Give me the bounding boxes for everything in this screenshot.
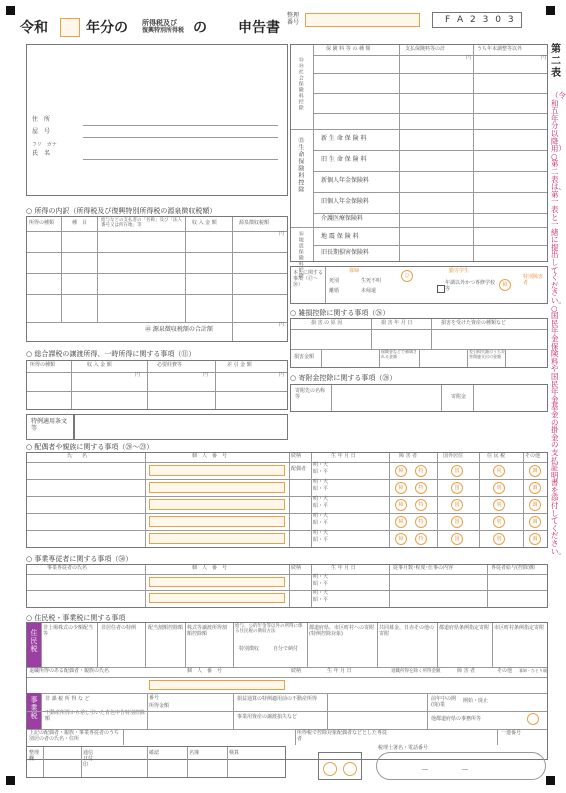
quake-item: 地 震 保 険 料 (321, 233, 359, 240)
title-small-top: 所得税及び (142, 19, 177, 27)
business-spouse-table (26, 564, 548, 608)
bs-col-salary: 専従者給与(控除)額 (491, 565, 535, 571)
donation-table (290, 384, 548, 412)
bs-col-rel: 続柄 (291, 565, 302, 571)
opt-mikikan: 未帰還 (361, 288, 377, 294)
quake-insurance-label: ⑯地震保険料控除 (297, 231, 304, 279)
biz-row-1: 非 課 税 所 得 な ど (45, 696, 90, 702)
era-label: 昭・平 (313, 503, 329, 509)
registration-mark (546, 6, 555, 15)
resident-mark[interactable]: 別 (493, 482, 505, 494)
donation-title: ○ 寄附金控除に関する事項（㉘） (290, 374, 397, 382)
address-label: 住 所 (32, 116, 51, 123)
yen-unit: 円 (279, 322, 285, 328)
stamp-circle (323, 762, 337, 776)
disabled-mark[interactable]: 障 (395, 533, 407, 545)
bottom-box-label: 整理欄 (29, 750, 40, 762)
opt-rikon: 離婚 (329, 288, 340, 294)
other-mark[interactable]: 調 (529, 533, 541, 545)
resident-tax-table (26, 622, 548, 760)
checkbox-label: 年調以外かつ専修学校等 (445, 280, 496, 292)
side-note-text: （令和五年分以降用）○第二表は、第一表と一緒に提出してください。○国民年金保険料や国民年金基金の掛金の支払証明書を添付してください。 (551, 91, 566, 556)
overseas-mark[interactable]: 国 (451, 499, 463, 511)
casualty-col-asset: 損害を受けた資産の種類など (441, 320, 507, 326)
special-disabled-mark[interactable]: 特 (415, 516, 427, 528)
spouse-col-dob: 生 年 月 日 (331, 453, 356, 459)
insurance-comp-label: 保険金などで補塡される金額 (381, 349, 417, 359)
special-provision-box (26, 414, 74, 440)
era-label: 明・大 (313, 462, 329, 468)
disaster-label: 差引損失額のうち災害関連支出の金額 (469, 349, 505, 359)
form-code: F A 2 3 0 3 (445, 15, 516, 25)
rt-col-8: 都道府県条例指定寄附 (439, 625, 490, 631)
special-disabled-mark[interactable]: 特 (415, 533, 427, 545)
business-tag-label: 事業税 (30, 696, 39, 720)
withholding-total-label: ㊽ 源泉徴収税額の合計額 (145, 326, 213, 333)
spouse-col-name: 氏 名 (67, 453, 88, 459)
income-col-withholding: 源泉徴収税額 (239, 220, 270, 226)
biz-row-4: 事業用資産の譲渡損失など (237, 714, 298, 720)
loss-amount-label: 損害金額 (294, 354, 315, 360)
gains-col-expense: 必要経費等 (157, 362, 183, 368)
disabled-mark[interactable]: 障 (499, 279, 511, 291)
resident-tax-tag (27, 623, 41, 667)
spouse-table (26, 452, 548, 548)
rt-sub-rel: 続柄 (291, 668, 302, 674)
rt-col-5: 給与、公的年金等以外の所得に係る住民税の徴収方法 (235, 624, 303, 635)
furigana-label: フリ ガナ (32, 142, 57, 148)
spouse-col-overseas: 国外居住 (443, 453, 464, 459)
open-close[interactable]: 開始・廃止 (463, 698, 489, 704)
special-disabled-mark[interactable]: 特 (415, 465, 427, 477)
life-item: 介護医療保険料 (321, 215, 364, 222)
checkbox[interactable] (437, 285, 445, 293)
era-label: 昭・平 (313, 537, 329, 543)
spouse-col-disabled: 障 害 者 (399, 453, 418, 459)
era-label: 明・大 (313, 513, 329, 519)
income-detail-table (26, 216, 288, 342)
collect-special[interactable]: 特別徴収 (239, 646, 260, 652)
id-number-input[interactable] (149, 482, 285, 493)
bottom-box-label: 名簿 (189, 750, 200, 756)
biz-sub-no: 番号 (149, 695, 160, 701)
era-label: 明・大 (313, 496, 329, 502)
bottom-admin-boxes (26, 746, 286, 778)
side-title: 第二表 (551, 44, 561, 79)
year-input[interactable] (60, 18, 80, 37)
rt-col-2: 非居住者の特例 (101, 625, 137, 631)
biz-row-5: 前年中の開(廃)業 (431, 696, 457, 708)
life-insurance-label: ⑮生命保険料控除 (296, 137, 304, 193)
other-mark[interactable]: 調 (529, 465, 541, 477)
ins-col-total: 支払保険料等の計 (405, 46, 446, 52)
rt-col-4: 株式等譲渡所得割額控除額 (187, 625, 228, 637)
capital-gains-table (26, 360, 288, 410)
seiri-label: 整理番号 (287, 12, 300, 26)
casualty-title: ○ 雑損控除に関する事項（㉖） (290, 309, 390, 317)
registration-mark (6, 776, 15, 785)
widow-label: 寡婦 (349, 268, 360, 274)
stamp-box (318, 752, 362, 780)
resident-mark[interactable]: 別 (493, 499, 505, 511)
income-col-revenue: 収 入 金 額 (192, 220, 217, 226)
title-mid: 年分の (86, 20, 128, 36)
gains-col-net: 差 引 金 額 (227, 362, 252, 368)
phone-dashes: － － (421, 765, 469, 774)
yen-unit: 円 (541, 55, 547, 61)
income-col-payer: 給与などの支払者の「名称」及び「法人番号又は所在地」等 (101, 218, 182, 229)
special-provision-input[interactable] (74, 414, 288, 440)
special-disabled-mark[interactable]: 特 (415, 499, 427, 511)
casualty-col-cause: 損 害 の 原 因 (311, 320, 343, 326)
title-prefix: 令和 (20, 20, 48, 36)
id-number-input[interactable] (149, 577, 285, 587)
donation-amount-label: 寄附金 (451, 394, 467, 400)
id-number-input[interactable] (149, 465, 285, 476)
other-mark[interactable]: 調 (529, 499, 541, 511)
bottom-box-label: 検算 (229, 750, 240, 756)
tax-accountant-input[interactable] (376, 752, 546, 780)
rt-sub-id: 個 人 番 号 (187, 668, 223, 674)
office-mark[interactable] (527, 713, 539, 725)
era-label: 昭・平 (313, 469, 329, 475)
rt-sub-income: 退職所得を除く所得金額 (391, 669, 441, 674)
quake-item: 旧長期損害保険料 (321, 249, 370, 256)
bs-col-name: 事業専従者の氏名 (47, 565, 88, 571)
title-suffix: 申告書 (238, 20, 280, 36)
gains-col-type: 所得の種類 (30, 362, 56, 368)
life-item: 旧個人年金保険料 (321, 198, 370, 205)
income-col-item: 種 目 (72, 220, 88, 226)
personal-info-box (26, 44, 288, 196)
working-student-label: 勤労学生 (449, 268, 470, 274)
yen-unit: 円 (135, 372, 141, 378)
social-insurance-label: ⑬⑭社会保険料控除 (297, 57, 304, 111)
rt-sub-other: その他 (497, 668, 513, 674)
registration-mark (6, 6, 15, 15)
era-label: 明・大 (313, 530, 329, 536)
name-label: 氏 名 (32, 150, 51, 157)
bottom-box-label: 確認 (149, 750, 160, 756)
ins-col-outside: うち年末調整等以外 (477, 46, 523, 52)
biz-row-3: 損益通算の特例適用前の不動産所得 (237, 696, 318, 702)
life-item: 新個人年金保険料 (321, 177, 370, 184)
disabled-mark[interactable]: 障 (395, 499, 407, 511)
casualty-table (290, 318, 548, 368)
spouse-rel-label: 配偶者 (291, 466, 307, 472)
bottom-box-label: 通信日付印 (83, 750, 94, 768)
rt-col-7: 共同募金、日赤その他の寄附 (379, 625, 435, 637)
stamp-circle (343, 762, 357, 776)
disabled-mark[interactable]: 障 (395, 516, 407, 528)
self-matters-box (290, 266, 548, 304)
yen-unit: 円 (203, 372, 209, 378)
id-number-input[interactable] (149, 533, 285, 544)
biz-sub-income: 所得金額 (149, 703, 170, 709)
other-mark[interactable]: 調 (529, 516, 541, 528)
biz-row-2: 不動産所得から差し引いた青色申告特別控除額 (45, 710, 146, 722)
era-label: 明・大 (313, 479, 329, 485)
title-no: の (193, 20, 207, 36)
rt-col-6: 都道府県、市区町村への寄附(特例控除対象) (309, 625, 375, 637)
rt-sub-dob: 生 年 月 日 (327, 668, 352, 674)
registration-mark (546, 776, 555, 785)
resident-mark[interactable]: 別 (493, 533, 505, 545)
business-spouse-title: ○ 事業専従者に関する事項（㊿） (26, 555, 133, 563)
footer-mid: 所得税で控除対象配偶者などとした専従者 (297, 730, 388, 742)
ins-col-type: 保 険 料 等 の 種 類 (326, 46, 371, 52)
footer-left: 上記の配偶者・親族・事業専従者のうち別居の者の氏名・住所 (29, 730, 120, 742)
tax-accountant-label: 税理士署名・電話番号 (378, 745, 429, 751)
special-disabled-label: 特別障害者 (523, 274, 544, 286)
overseas-mark[interactable]: 国 (451, 533, 463, 545)
address-name-input[interactable] (83, 115, 278, 161)
resident-tax-title: ○ 住民税・事業税に関する事項 (26, 614, 126, 622)
spouse-col-rel: 続柄 (291, 453, 302, 459)
era-label: 昭・平 (313, 486, 329, 492)
special-provision-label: 特例適用条文等 (31, 418, 68, 432)
retire-relative-label: 退職所得のある配偶者・親族の氏名 (29, 668, 110, 674)
biz-row-6: 他都道府県の事務所等 (431, 716, 482, 722)
seiri-number-input[interactable] (305, 13, 420, 27)
income-detail-title: ○ 所得の内訳（所得税及び復興特別所得税の源泉徴収税額） (26, 207, 217, 215)
disabled-mark[interactable]: 障 (395, 465, 407, 477)
disabled-mark[interactable]: 障 (395, 482, 407, 494)
rt-col-1: 非上場株式の少額配当等 (43, 625, 94, 637)
era-label: 明・大 (313, 590, 329, 596)
id-number-input[interactable] (149, 593, 285, 603)
era-label: 昭・平 (313, 581, 329, 587)
rt-col-3: 配当割額控除額 (148, 625, 184, 631)
life-item: 旧 生 命 保 険 料 (321, 156, 367, 163)
era-label: 明・大 (313, 574, 329, 580)
bs-col-work: 従事月数･程度･仕事の内容 (393, 565, 454, 571)
id-number-input[interactable] (149, 680, 285, 690)
life-item: 新 生 命 保 険 料 (321, 135, 367, 142)
spouse-col-other: その他 (525, 453, 541, 459)
title-small-bottom: 復興特別所得税 (142, 27, 185, 34)
bs-col-id: 個 人 番 号 (192, 565, 228, 571)
overseas-mark[interactable]: 国 (451, 482, 463, 494)
opt-shibetsu: 死別 (329, 278, 340, 284)
bs-col-dob: 生 年 月 日 (331, 565, 356, 571)
form-code-box (432, 12, 522, 28)
id-number-input[interactable] (149, 499, 285, 510)
overseas-mark[interactable]: 国 (451, 516, 463, 528)
yen-unit: 円 (466, 55, 472, 61)
yago-label: 屋 号 (32, 128, 51, 135)
footer-right: 一連番号 (501, 730, 522, 736)
spouse-col-id: 個 人 番 号 (192, 453, 228, 459)
era-label: 昭・平 (313, 597, 329, 603)
era-label: 昭・平 (313, 520, 329, 526)
resident-tag-label: 住民税 (30, 629, 39, 653)
yen-unit: 円 (279, 231, 285, 237)
overseas-mark[interactable]: 国 (451, 465, 463, 477)
self-matters-label: 本人に関する事項（⑰〜⑳） (293, 270, 324, 288)
yen-unit: 円 (279, 372, 285, 378)
rt-col-9: 市区町村条例指定寄附 (494, 625, 545, 631)
spouse-title: ○ 配偶者や親族に関する事項（⑳〜㉓） (26, 443, 154, 451)
capital-gains-title: ○ 総合課税の譲渡所得、一時所得に関する事項（⑪） (26, 350, 196, 358)
opt-fumei: 生死不明 (361, 278, 382, 284)
casualty-col-date: 損 害 年 月 日 (381, 320, 413, 326)
resident-mark[interactable]: 同 (493, 465, 505, 477)
other-mark[interactable]: 調 (529, 482, 541, 494)
single-parent-mark[interactable]: ひ (401, 270, 413, 282)
collect-self[interactable]: 自分で納付 (273, 646, 299, 652)
donation-recipient-label: 寄附先の名称等 (295, 388, 326, 400)
income-col-type: 所得の種類 (29, 220, 55, 226)
spouse-col-resident: 住 民 税 (487, 453, 506, 459)
special-disabled-mark[interactable]: 特 (415, 482, 427, 494)
gains-col-revenue: 収 入 金 額 (87, 362, 112, 368)
id-number-input[interactable] (149, 516, 285, 527)
resident-mark[interactable]: 別 (493, 516, 505, 528)
rt-sub-widow: 寡婦・ひとり親 (519, 668, 547, 673)
rt-sub-disabled: 障 害 者 (457, 668, 476, 674)
